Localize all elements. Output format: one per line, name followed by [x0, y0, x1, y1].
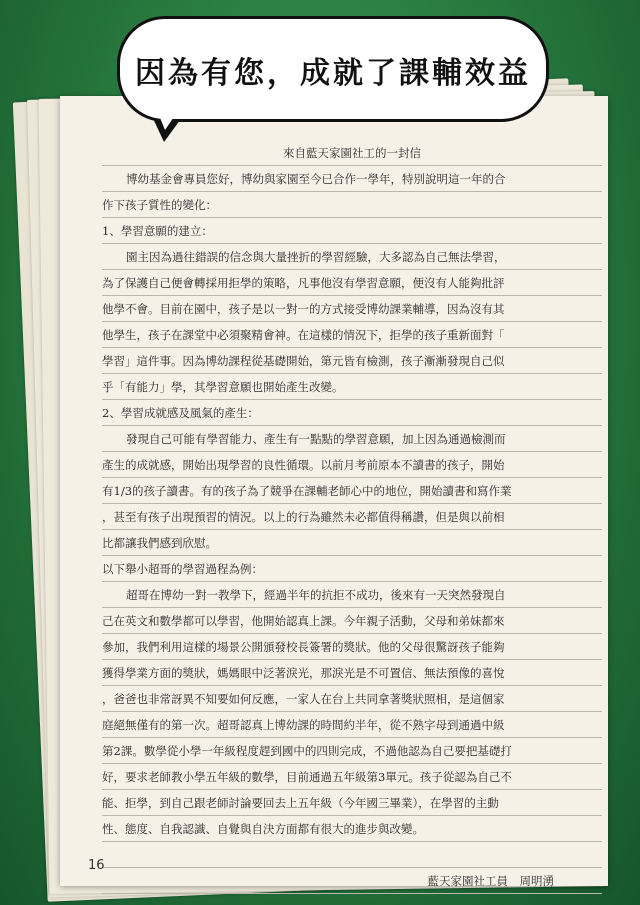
letter-line: 庭絕無僅有的第一次。超哥認真上博幼課的時間約半年，從不熟字母到通過中級 — [102, 712, 602, 738]
letter-line: ，爸爸也非常訝異不知要如何反應，一家人在台上共同拿著獎狀照相，是這個家 — [102, 686, 602, 712]
letter-line: 發現自己可能有學習能力、產生有一點點的學習意願，加上因為通過檢測而 — [102, 426, 602, 452]
letter-line: 他學生，孩子在課堂中必須聚精會神。在這樣的情況下，拒學的孩子重新面對「 — [102, 322, 602, 348]
letter-line: 能、拒學，到自己跟老師討論要回去上五年級（今年國三畢業），在學習的主動 — [102, 790, 602, 816]
blank-ruled-line — [102, 842, 602, 868]
letter-line: 作下孩子質性的變化： — [102, 192, 602, 218]
letter-line: 乎「有能力」學，其學習意願也開始產生改變。 — [102, 374, 602, 400]
speech-bubble-tail-fill — [156, 108, 180, 130]
letter-line: 博幼基金會專員您好，博幼與家園至今已合作一學年，特別說明這一年的合 — [102, 166, 602, 192]
letter-line: 獲得學業方面的獎狀，媽媽眼中泛著淚光，那淚光是不可置信、無法預像的喜悅 — [102, 660, 602, 686]
section-heading: 以下舉小超哥的學習過程為例： — [102, 556, 602, 582]
letter-line: 性、態度、自我認識、自覺與自決方面都有很大的進步與改變。 — [102, 816, 602, 842]
letter-line: 產生的成就感，開始出現學習的良性循環。以前月考前原本不讀書的孩子，開始 — [102, 452, 602, 478]
letter-line: 有1/3的孩子讀書。有的孩子為了競爭在課輔老師心中的地位，開始讀書和寫作業 — [102, 478, 602, 504]
letter-line: 為了保護自己便會轉採用拒學的策略，凡事他沒有學習意願，便沒有人能夠批評 — [102, 270, 602, 296]
letter-line: 比都讓我們感到欣慰。 — [102, 530, 602, 556]
letter-line: 好，要求老師教小學五年級的數學，目前通過五年級第3單元。孩子從認為自己不 — [102, 764, 602, 790]
letter-line: 他學不會。目前在園中，孩子是以一對一的方式接受博幼課業輔導，因為沒有其 — [102, 296, 602, 322]
page-number: 16 — [88, 858, 105, 873]
letter-title: 來自藍天家園社工的一封信 — [102, 140, 602, 166]
letter-line: 第2課。數學從小學一年級程度趕到國中的四則完成，不過他認為自己要把基礎打 — [102, 738, 602, 764]
section-heading: 2、學習成就感及風氣的產生： — [102, 400, 602, 426]
letter-line: 超哥在博幼一對一教學下，經過半年的抗拒不成功，後來有一天突然發現自 — [102, 582, 602, 608]
letter-line: 己在英文和數學都可以學習，他開始認真上課。今年親子活動，父母和弟妹都來 — [102, 608, 602, 634]
letter-line: 參加，我們利用這樣的場景公開頒發校長簽署的獎狀。他的父母很驚訝孩子能夠 — [102, 634, 602, 660]
letter-line: 學習」這件事。因為博幼課程從基礎開始，第元皆有檢測，孩子漸漸發現自己似 — [102, 348, 602, 374]
letter-line: 園主因為過往錯誤的信念與大量挫折的學習經驗，大多認為自己無法學習， — [102, 244, 602, 270]
section-heading: 1、學習意願的建立： — [102, 218, 602, 244]
letter-signature: 藍天家園社工員 周明湧 — [102, 868, 602, 894]
headline: 因為有您，成就了課輔效益 — [135, 56, 531, 91]
handwritten-letter — [102, 140, 602, 894]
letter-line: ，甚至有孩子出現預習的情況。以上的行為雖然未必都值得稱讚，但是與以前相 — [102, 504, 602, 530]
